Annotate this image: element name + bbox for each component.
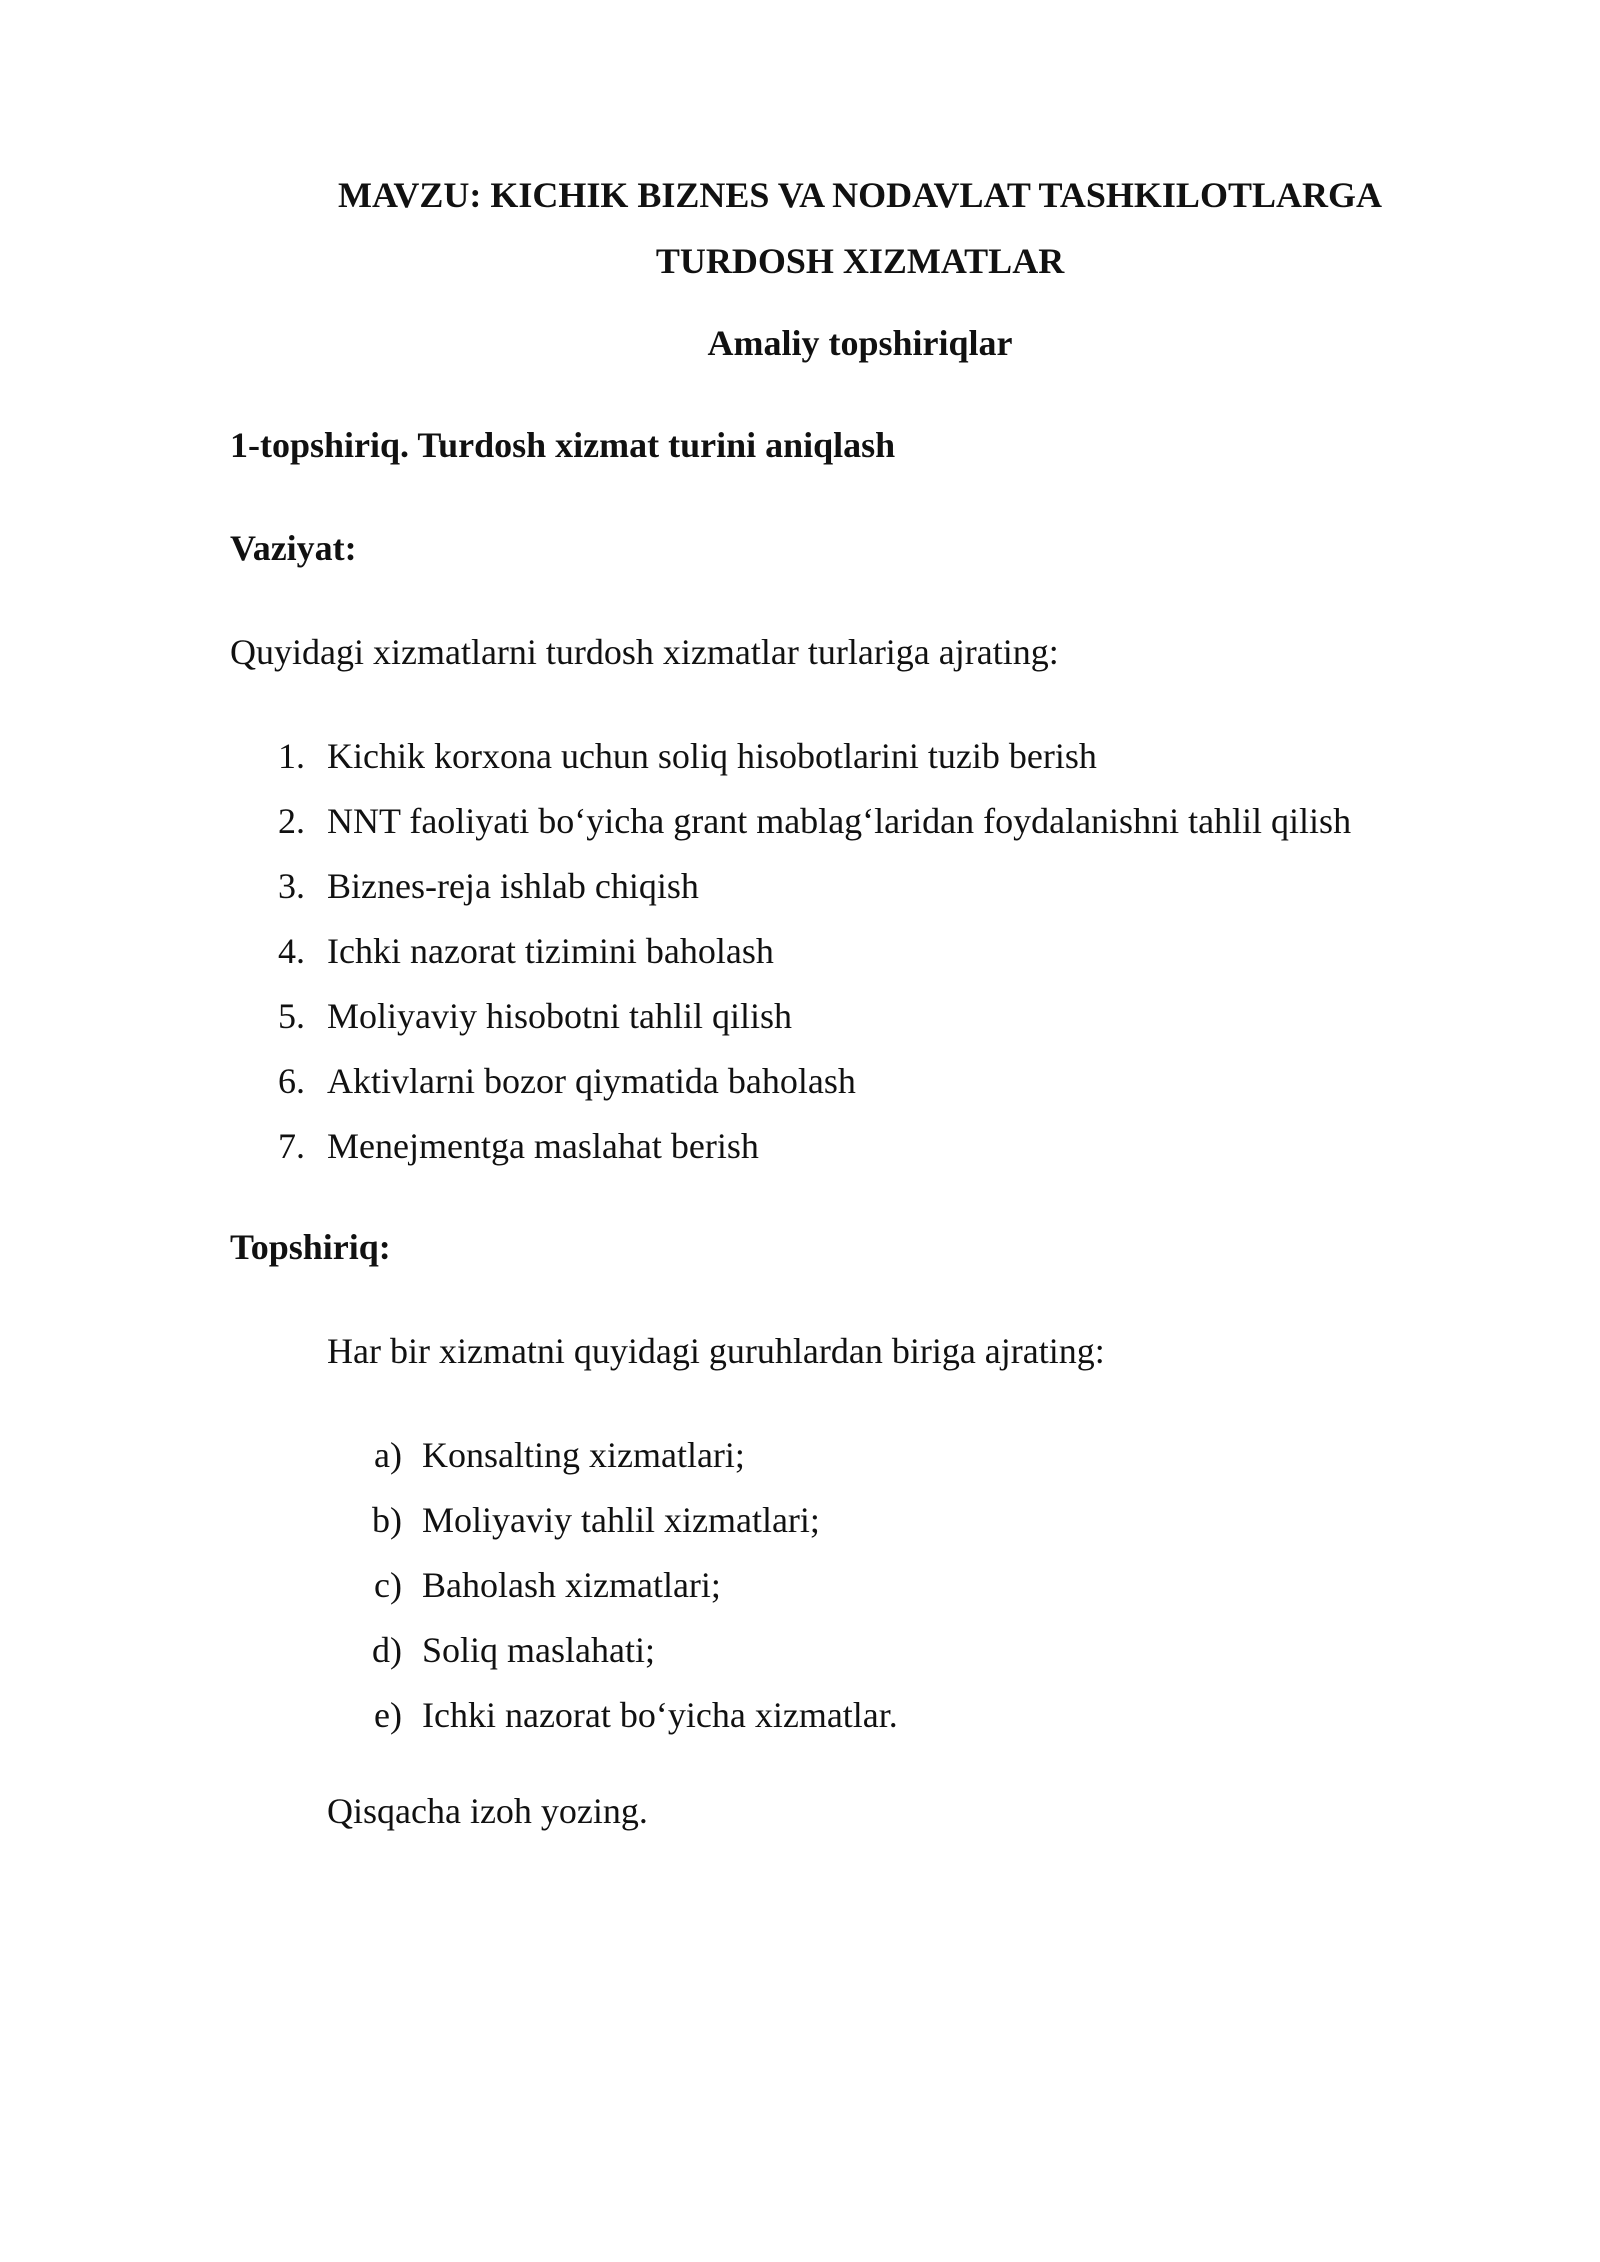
situation-heading: Vaziyat: — [230, 528, 357, 568]
list-item — [327, 1553, 898, 1618]
services-list — [230, 724, 1351, 1179]
list-item — [327, 1618, 898, 1683]
title-line-1: MAVZU: KICHIK BIZNES VA NODAVLAT TASHKILOTLARGA — [338, 175, 1382, 215]
list-marker: e) — [374, 1695, 402, 1735]
list-item-text: Konsalting xizmatlari; — [422, 1435, 745, 1475]
list-item-text: Ichki nazorat tizimini baholash — [327, 931, 774, 971]
list-item — [327, 1683, 898, 1748]
list-marker: b) — [372, 1500, 402, 1540]
list-item — [327, 1423, 898, 1488]
document-subtitle: Amaliy topshiriqlar — [707, 323, 1013, 363]
list-item-text: Ichki nazorat bo‘yicha xizmatlar. — [422, 1695, 898, 1735]
list-item — [230, 1114, 1351, 1179]
list-marker: c) — [374, 1565, 402, 1605]
list-item-text: Kichik korxona uchun soliq hisobotlarini tuzib berish — [327, 736, 1097, 776]
assignment-heading: Topshiriq: — [230, 1227, 391, 1267]
list-item — [230, 1049, 1351, 1114]
closing-note: Qisqacha izoh yozing. — [327, 1791, 648, 1831]
title-line-2: TURDOSH XIZMATLAR — [655, 241, 1065, 281]
situation-intro: Quyidagi xizmatlarni turdosh xizmatlar turlariga ajrating: — [230, 632, 1059, 672]
assignment-intro: Har bir xizmatni quyidagi guruhlardan biriga ajrating: — [327, 1331, 1105, 1371]
list-item — [230, 724, 1351, 789]
groups-list — [327, 1423, 898, 1748]
list-marker: 3. — [278, 866, 305, 906]
list-item-text: Baholash xizmatlari; — [422, 1565, 721, 1605]
document-title — [230, 162, 1490, 294]
list-marker: 4. — [278, 931, 305, 971]
list-marker: 5. — [278, 996, 305, 1036]
list-marker: 2. — [278, 801, 305, 841]
list-item-text: Menejmentga maslahat berish — [327, 1126, 759, 1166]
task-heading: 1-topshiriq. Turdosh xizmat turini aniqlash — [230, 425, 896, 465]
list-item-text: Moliyaviy tahlil xizmatlari; — [422, 1500, 820, 1540]
list-marker: 6. — [278, 1061, 305, 1101]
list-item — [327, 1488, 898, 1553]
list-item-text: Moliyaviy hisobotni tahlil qilish — [327, 996, 793, 1036]
list-item-text: Biznes-reja ishlab chiqish — [327, 866, 699, 906]
list-marker: a) — [374, 1435, 402, 1475]
list-item-text: Soliq maslahati; — [422, 1630, 655, 1670]
list-marker: d) — [372, 1630, 402, 1670]
list-marker: 1. — [278, 736, 305, 776]
list-item-text: NNT faoliyati bo‘yicha grant mablag‘laridan foydalanishni tahlil qilish — [327, 801, 1352, 841]
list-item-text: Aktivlarni bozor qiymatida baholash — [327, 1061, 856, 1101]
list-item — [230, 789, 1351, 854]
list-item — [230, 919, 1351, 984]
list-marker: 7. — [278, 1126, 305, 1166]
list-item — [230, 984, 1351, 1049]
list-item — [230, 854, 1351, 919]
